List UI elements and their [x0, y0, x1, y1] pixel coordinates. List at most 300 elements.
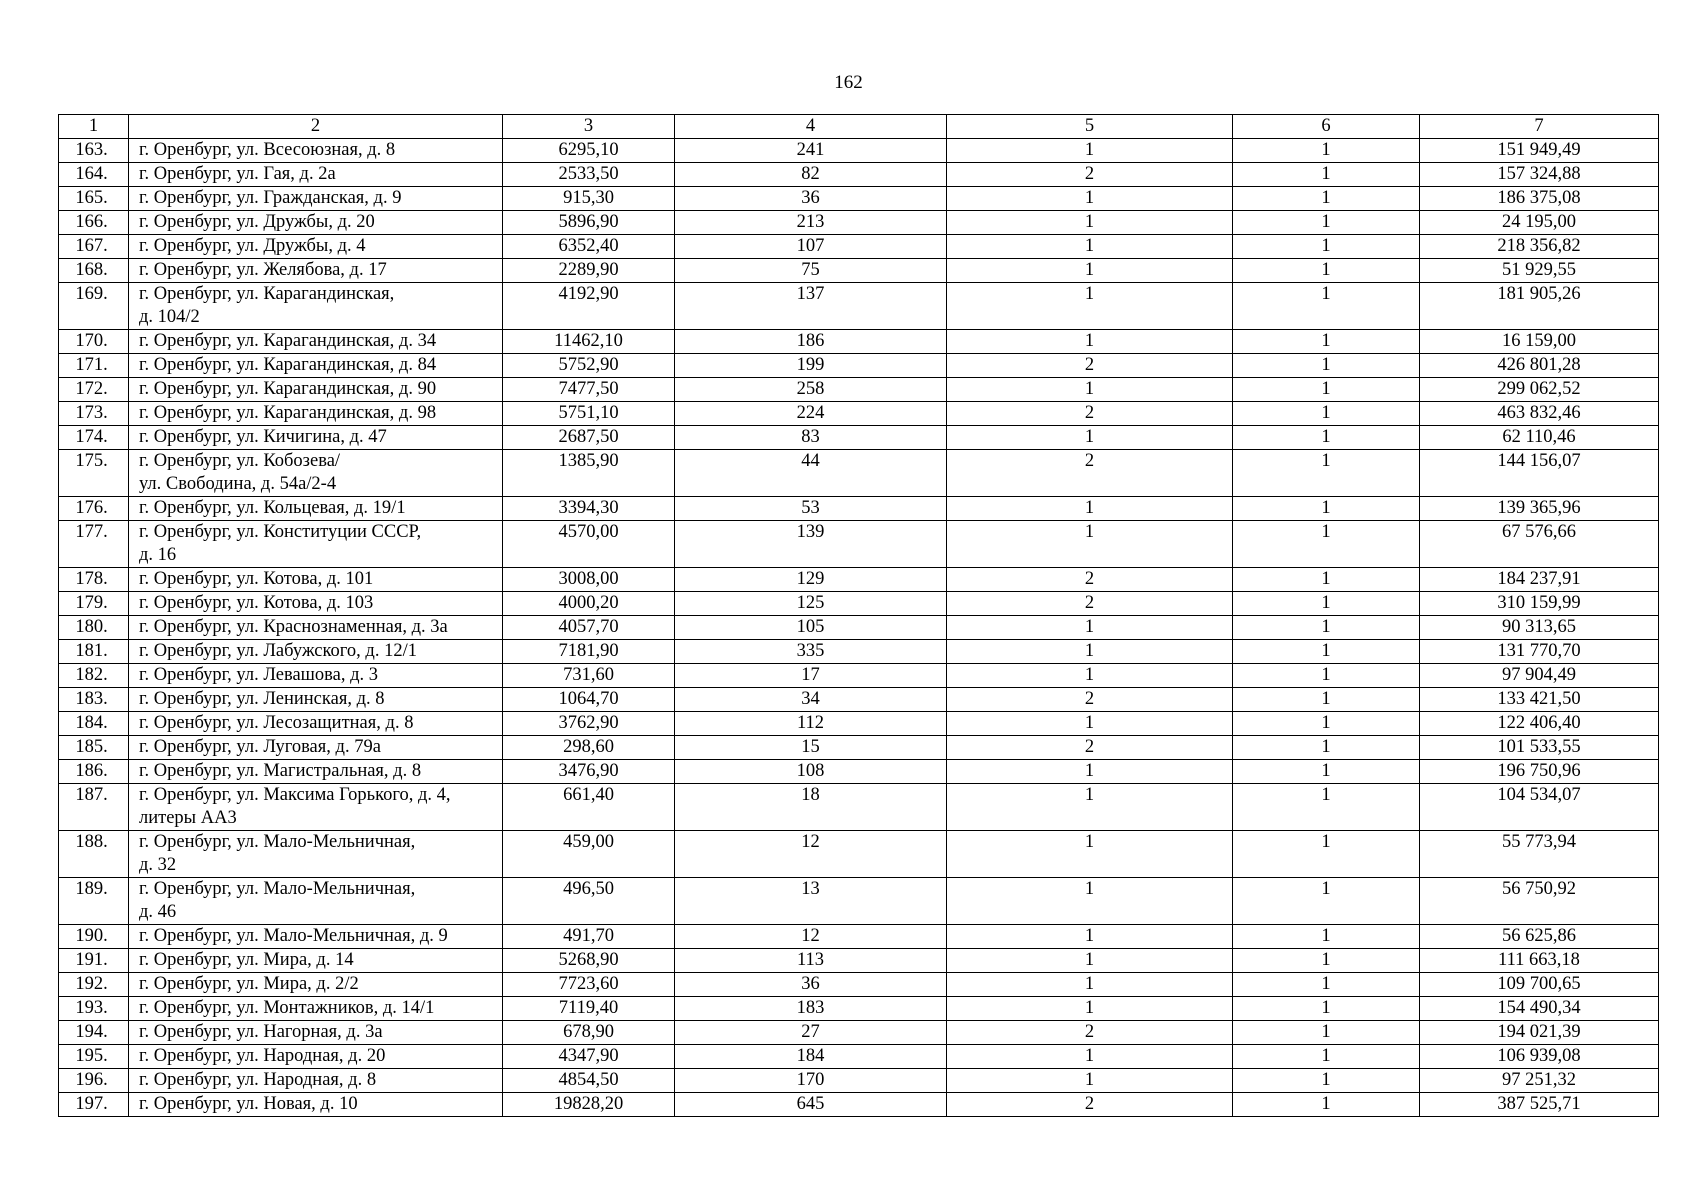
address-line: г. Оренбург, ул. Магистральная, д. 8	[139, 761, 422, 781]
row-number: 196.	[59, 1069, 129, 1093]
column-5-cell: 1	[947, 831, 1233, 878]
column-6-cell: 1	[1233, 1093, 1420, 1117]
row-number: 177.	[59, 521, 129, 568]
row-number: 173.	[59, 402, 129, 426]
area-cell: 661,40	[503, 784, 675, 831]
row-number: 174.	[59, 426, 129, 450]
column-5-cell: 1	[947, 1069, 1233, 1093]
table-row	[59, 354, 1659, 378]
amount-cell: 299 062,52	[1420, 378, 1659, 402]
row-number: 164.	[59, 163, 129, 187]
address-cell	[129, 1045, 503, 1069]
area-cell: 3394,30	[503, 497, 675, 521]
residents-cell: 183	[675, 997, 947, 1021]
address-line: г. Оренбург, ул. Карагандинская, д. 98	[139, 403, 437, 423]
table-row	[59, 1045, 1659, 1069]
row-number: 172.	[59, 378, 129, 402]
residents-cell: 108	[675, 760, 947, 784]
row-number: 190.	[59, 925, 129, 949]
address-cell	[129, 640, 503, 664]
column-5-cell: 1	[947, 878, 1233, 925]
address-cell	[129, 426, 503, 450]
address-line: г. Оренбург, ул. Лабужского, д. 12/1	[139, 641, 417, 661]
amount-cell: 97 251,32	[1420, 1069, 1659, 1093]
amount-cell: 104 534,07	[1420, 784, 1659, 831]
column-5-cell: 1	[947, 784, 1233, 831]
column-6-cell: 1	[1233, 211, 1420, 235]
column-6-cell: 1	[1233, 521, 1420, 568]
table-row	[59, 736, 1659, 760]
column-6-cell: 1	[1233, 163, 1420, 187]
row-number: 179.	[59, 592, 129, 616]
column-5-cell: 1	[947, 1045, 1233, 1069]
address-line: г. Оренбург, ул. Мало-Мельничная,	[139, 832, 416, 852]
column-5-cell: 2	[947, 402, 1233, 426]
table-row	[59, 187, 1659, 211]
address-cell	[129, 664, 503, 688]
column-6-cell: 1	[1233, 378, 1420, 402]
address-line: г. Оренбург, ул. Мало-Мельничная,	[139, 879, 416, 899]
address-line: ул. Свободина, д. 54а/2-4	[139, 474, 337, 494]
residents-cell: 12	[675, 831, 947, 878]
residents-cell: 17	[675, 664, 947, 688]
column-6-cell: 1	[1233, 426, 1420, 450]
address-line: д. 46	[139, 902, 177, 922]
residents-cell: 13	[675, 878, 947, 925]
area-cell: 4347,90	[503, 1045, 675, 1069]
address-line: г. Оренбург, ул. Дружбы, д. 4	[139, 236, 366, 256]
residents-cell: 44	[675, 450, 947, 497]
area-cell: 7477,50	[503, 378, 675, 402]
table-row	[59, 1021, 1659, 1045]
column-6-cell: 1	[1233, 354, 1420, 378]
area-cell: 11462,10	[503, 330, 675, 354]
column-5-cell: 2	[947, 568, 1233, 592]
address-cell	[129, 949, 503, 973]
address-line: литеры АА3	[139, 808, 237, 828]
column-header: 5	[947, 115, 1233, 139]
column-6-cell: 1	[1233, 1045, 1420, 1069]
column-header: 2	[129, 115, 503, 139]
address-line: г. Оренбург, ул. Монтажников, д. 14/1	[139, 998, 435, 1018]
table-row	[59, 949, 1659, 973]
amount-cell: 426 801,28	[1420, 354, 1659, 378]
column-5-cell: 1	[947, 949, 1233, 973]
address-line: г. Оренбург, ул. Гражданская, д. 9	[139, 188, 402, 208]
column-5-cell: 2	[947, 163, 1233, 187]
amount-cell: 133 421,50	[1420, 688, 1659, 712]
address-line: г. Оренбург, ул. Мира, д. 14	[139, 950, 354, 970]
address-line: г. Оренбург, ул. Желябова, д. 17	[139, 260, 387, 280]
residents-cell: 82	[675, 163, 947, 187]
address-cell	[129, 283, 503, 330]
table-row	[59, 450, 1659, 497]
area-cell: 6352,40	[503, 235, 675, 259]
amount-cell: 131 770,70	[1420, 640, 1659, 664]
amount-cell: 16 159,00	[1420, 330, 1659, 354]
column-5-cell: 2	[947, 688, 1233, 712]
amount-cell: 56 750,92	[1420, 878, 1659, 925]
residents-cell: 199	[675, 354, 947, 378]
address-cell	[129, 1021, 503, 1045]
table-row	[59, 163, 1659, 187]
area-cell: 4570,00	[503, 521, 675, 568]
address-cell	[129, 450, 503, 497]
address-cell	[129, 259, 503, 283]
row-number: 169.	[59, 283, 129, 330]
column-header: 6	[1233, 115, 1420, 139]
column-5-cell: 1	[947, 330, 1233, 354]
row-number: 193.	[59, 997, 129, 1021]
address-line: г. Оренбург, ул. Кольцевая, д. 19/1	[139, 498, 406, 518]
address-line: г. Оренбург, ул. Котова, д. 101	[139, 569, 374, 589]
address-line: г. Оренбург, ул. Карагандинская, д. 34	[139, 331, 437, 351]
column-6-cell: 1	[1233, 1069, 1420, 1093]
page-number: 162	[834, 72, 863, 93]
column-5-cell: 1	[947, 973, 1233, 997]
row-number: 168.	[59, 259, 129, 283]
housing-registry-table	[58, 114, 1659, 1117]
address-line: г. Оренбург, ул. Кобозева/	[139, 451, 341, 471]
area-cell: 1385,90	[503, 450, 675, 497]
row-number: 187.	[59, 784, 129, 831]
address-cell	[129, 973, 503, 997]
residents-cell: 186	[675, 330, 947, 354]
address-cell	[129, 997, 503, 1021]
area-cell: 5896,90	[503, 211, 675, 235]
residents-cell: 36	[675, 973, 947, 997]
column-5-cell: 1	[947, 664, 1233, 688]
address-cell	[129, 831, 503, 878]
address-line: г. Оренбург, ул. Народная, д. 20	[139, 1046, 386, 1066]
address-line: г. Оренбург, ул. Конституции СССР,	[139, 522, 422, 542]
column-6-cell: 1	[1233, 664, 1420, 688]
address-line: г. Оренбург, ул. Всесоюзная, д. 8	[139, 140, 396, 160]
table-row	[59, 426, 1659, 450]
table-row	[59, 1093, 1659, 1117]
area-cell: 496,50	[503, 878, 675, 925]
column-number-header-row	[59, 115, 1659, 139]
column-5-cell: 1	[947, 139, 1233, 163]
address-cell	[129, 760, 503, 784]
address-line: г. Оренбург, ул. Лесозащитная, д. 8	[139, 713, 414, 733]
address-cell	[129, 354, 503, 378]
address-cell	[129, 592, 503, 616]
amount-cell: 184 237,91	[1420, 568, 1659, 592]
column-6-cell: 1	[1233, 688, 1420, 712]
row-number: 163.	[59, 139, 129, 163]
residents-cell: 53	[675, 497, 947, 521]
table-row	[59, 664, 1659, 688]
row-number: 171.	[59, 354, 129, 378]
row-number: 167.	[59, 235, 129, 259]
residents-cell: 36	[675, 187, 947, 211]
table-row	[59, 925, 1659, 949]
row-number: 166.	[59, 211, 129, 235]
table-row	[59, 497, 1659, 521]
column-6-cell: 1	[1233, 139, 1420, 163]
column-5-cell: 1	[947, 426, 1233, 450]
residents-cell: 18	[675, 784, 947, 831]
address-cell	[129, 1093, 503, 1117]
row-number: 192.	[59, 973, 129, 997]
address-cell	[129, 139, 503, 163]
row-number: 197.	[59, 1093, 129, 1117]
column-5-cell: 2	[947, 1093, 1233, 1117]
residents-cell: 335	[675, 640, 947, 664]
area-cell: 19828,20	[503, 1093, 675, 1117]
address-cell	[129, 736, 503, 760]
column-5-cell: 2	[947, 736, 1233, 760]
address-cell	[129, 521, 503, 568]
column-5-cell: 2	[947, 1021, 1233, 1045]
column-5-cell: 1	[947, 925, 1233, 949]
amount-cell: 106 939,08	[1420, 1045, 1659, 1069]
column-6-cell: 1	[1233, 925, 1420, 949]
address-cell	[129, 712, 503, 736]
column-header: 4	[675, 115, 947, 139]
column-6-cell: 1	[1233, 568, 1420, 592]
address-line: д. 16	[139, 545, 177, 565]
column-6-cell: 1	[1233, 330, 1420, 354]
table-row	[59, 831, 1659, 878]
table-row	[59, 402, 1659, 426]
amount-cell: 67 576,66	[1420, 521, 1659, 568]
table-row	[59, 139, 1659, 163]
area-cell: 731,60	[503, 664, 675, 688]
amount-cell: 101 533,55	[1420, 736, 1659, 760]
row-number: 180.	[59, 616, 129, 640]
column-5-cell: 1	[947, 497, 1233, 521]
address-cell	[129, 378, 503, 402]
address-cell	[129, 211, 503, 235]
table-row	[59, 616, 1659, 640]
address-cell	[129, 497, 503, 521]
address-line: д. 104/2	[139, 307, 200, 327]
residents-cell: 224	[675, 402, 947, 426]
residents-cell: 645	[675, 1093, 947, 1117]
column-5-cell: 1	[947, 712, 1233, 736]
table-row	[59, 568, 1659, 592]
area-cell: 4000,20	[503, 592, 675, 616]
area-cell: 3008,00	[503, 568, 675, 592]
column-5-cell: 1	[947, 211, 1233, 235]
address-cell	[129, 330, 503, 354]
address-line: д. 32	[139, 855, 177, 875]
amount-cell: 55 773,94	[1420, 831, 1659, 878]
amount-cell: 181 905,26	[1420, 283, 1659, 330]
row-number: 181.	[59, 640, 129, 664]
residents-cell: 258	[675, 378, 947, 402]
row-number: 183.	[59, 688, 129, 712]
row-number: 184.	[59, 712, 129, 736]
column-6-cell: 1	[1233, 1021, 1420, 1045]
residents-cell: 139	[675, 521, 947, 568]
amount-cell: 463 832,46	[1420, 402, 1659, 426]
row-number: 188.	[59, 831, 129, 878]
address-line: г. Оренбург, ул. Котова, д. 103	[139, 593, 374, 613]
residents-cell: 137	[675, 283, 947, 330]
table-row	[59, 211, 1659, 235]
column-5-cell: 1	[947, 283, 1233, 330]
column-5-cell: 2	[947, 592, 1233, 616]
amount-cell: 97 904,49	[1420, 664, 1659, 688]
residents-cell: 15	[675, 736, 947, 760]
address-cell	[129, 878, 503, 925]
address-cell	[129, 163, 503, 187]
residents-cell: 213	[675, 211, 947, 235]
column-5-cell: 1	[947, 521, 1233, 568]
area-cell: 678,90	[503, 1021, 675, 1045]
row-number: 176.	[59, 497, 129, 521]
amount-cell: 186 375,08	[1420, 187, 1659, 211]
amount-cell: 56 625,86	[1420, 925, 1659, 949]
residents-cell: 184	[675, 1045, 947, 1069]
residents-cell: 34	[675, 688, 947, 712]
column-6-cell: 1	[1233, 402, 1420, 426]
area-cell: 5268,90	[503, 949, 675, 973]
area-cell: 3476,90	[503, 760, 675, 784]
column-5-cell: 1	[947, 187, 1233, 211]
residents-cell: 75	[675, 259, 947, 283]
address-cell	[129, 235, 503, 259]
residents-cell: 112	[675, 712, 947, 736]
table-row	[59, 283, 1659, 330]
area-cell: 491,70	[503, 925, 675, 949]
address-line: г. Оренбург, ул. Гая, д. 2а	[139, 164, 336, 184]
amount-cell: 387 525,71	[1420, 1093, 1659, 1117]
column-6-cell: 1	[1233, 949, 1420, 973]
row-number: 170.	[59, 330, 129, 354]
residents-cell: 105	[675, 616, 947, 640]
area-cell: 7181,90	[503, 640, 675, 664]
amount-cell: 194 021,39	[1420, 1021, 1659, 1045]
address-line: г. Оренбург, ул. Карагандинская, д. 90	[139, 379, 437, 399]
column-6-cell: 1	[1233, 235, 1420, 259]
column-6-cell: 1	[1233, 973, 1420, 997]
table-row	[59, 997, 1659, 1021]
column-header: 7	[1420, 115, 1659, 139]
residents-cell: 241	[675, 139, 947, 163]
table-row	[59, 973, 1659, 997]
column-6-cell: 1	[1233, 831, 1420, 878]
amount-cell: 139 365,96	[1420, 497, 1659, 521]
row-number: 189.	[59, 878, 129, 925]
area-cell: 298,60	[503, 736, 675, 760]
address-line: г. Оренбург, ул. Левашова, д. 3	[139, 665, 379, 685]
table-row	[59, 878, 1659, 925]
table-body	[59, 115, 1659, 1117]
row-number: 182.	[59, 664, 129, 688]
row-number: 175.	[59, 450, 129, 497]
address-line: г. Оренбург, ул. Нагорная, д. 3а	[139, 1022, 383, 1042]
residents-cell: 27	[675, 1021, 947, 1045]
row-number: 186.	[59, 760, 129, 784]
amount-cell: 144 156,07	[1420, 450, 1659, 497]
row-number: 191.	[59, 949, 129, 973]
address-line: г. Оренбург, ул. Мало-Мельничная, д. 9	[139, 926, 448, 946]
address-line: г. Оренбург, ул. Краснознаменная, д. 3а	[139, 617, 448, 637]
residents-cell: 129	[675, 568, 947, 592]
area-cell: 915,30	[503, 187, 675, 211]
column-5-cell: 1	[947, 616, 1233, 640]
residents-cell: 107	[675, 235, 947, 259]
amount-cell: 111 663,18	[1420, 949, 1659, 973]
amount-cell: 122 406,40	[1420, 712, 1659, 736]
table-row	[59, 259, 1659, 283]
address-line: г. Оренбург, ул. Мира, д. 2/2	[139, 974, 359, 994]
table-row	[59, 378, 1659, 402]
address-cell	[129, 784, 503, 831]
address-cell	[129, 616, 503, 640]
area-cell: 4057,70	[503, 616, 675, 640]
table-row	[59, 688, 1659, 712]
column-6-cell: 1	[1233, 187, 1420, 211]
column-6-cell: 1	[1233, 640, 1420, 664]
area-cell: 3762,90	[503, 712, 675, 736]
table-row	[59, 712, 1659, 736]
area-cell: 4854,50	[503, 1069, 675, 1093]
area-cell: 7119,40	[503, 997, 675, 1021]
address-line: г. Оренбург, ул. Дружбы, д. 20	[139, 212, 375, 232]
column-6-cell: 1	[1233, 712, 1420, 736]
residents-cell: 170	[675, 1069, 947, 1093]
amount-cell: 154 490,34	[1420, 997, 1659, 1021]
column-header: 1	[59, 115, 129, 139]
table-row	[59, 760, 1659, 784]
column-6-cell: 1	[1233, 259, 1420, 283]
row-number: 194.	[59, 1021, 129, 1045]
column-6-cell: 1	[1233, 497, 1420, 521]
amount-cell: 157 324,88	[1420, 163, 1659, 187]
row-number: 165.	[59, 187, 129, 211]
amount-cell: 51 929,55	[1420, 259, 1659, 283]
amount-cell: 196 750,96	[1420, 760, 1659, 784]
column-5-cell: 1	[947, 259, 1233, 283]
address-line: г. Оренбург, ул. Ленинская, д. 8	[139, 689, 385, 709]
column-5-cell: 1	[947, 378, 1233, 402]
table-row	[59, 1069, 1659, 1093]
row-number: 195.	[59, 1045, 129, 1069]
column-6-cell: 1	[1233, 450, 1420, 497]
area-cell: 5751,10	[503, 402, 675, 426]
residents-cell: 12	[675, 925, 947, 949]
amount-cell: 90 313,65	[1420, 616, 1659, 640]
area-cell: 2289,90	[503, 259, 675, 283]
column-5-cell: 1	[947, 997, 1233, 1021]
amount-cell: 62 110,46	[1420, 426, 1659, 450]
address-line: г. Оренбург, ул. Луговая, д. 79а	[139, 737, 381, 757]
area-cell: 4192,90	[503, 283, 675, 330]
amount-cell: 109 700,65	[1420, 973, 1659, 997]
table-row	[59, 235, 1659, 259]
table-row	[59, 521, 1659, 568]
table-row	[59, 330, 1659, 354]
row-number: 185.	[59, 736, 129, 760]
table-row	[59, 640, 1659, 664]
column-6-cell: 1	[1233, 784, 1420, 831]
address-line: г. Оренбург, ул. Новая, д. 10	[139, 1094, 358, 1114]
area-cell: 459,00	[503, 831, 675, 878]
address-line: г. Оренбург, ул. Кичигина, д. 47	[139, 427, 387, 447]
row-number: 178.	[59, 568, 129, 592]
address-cell	[129, 688, 503, 712]
address-cell	[129, 402, 503, 426]
area-cell: 2533,50	[503, 163, 675, 187]
amount-cell: 151 949,49	[1420, 139, 1659, 163]
amount-cell: 310 159,99	[1420, 592, 1659, 616]
column-5-cell: 2	[947, 450, 1233, 497]
